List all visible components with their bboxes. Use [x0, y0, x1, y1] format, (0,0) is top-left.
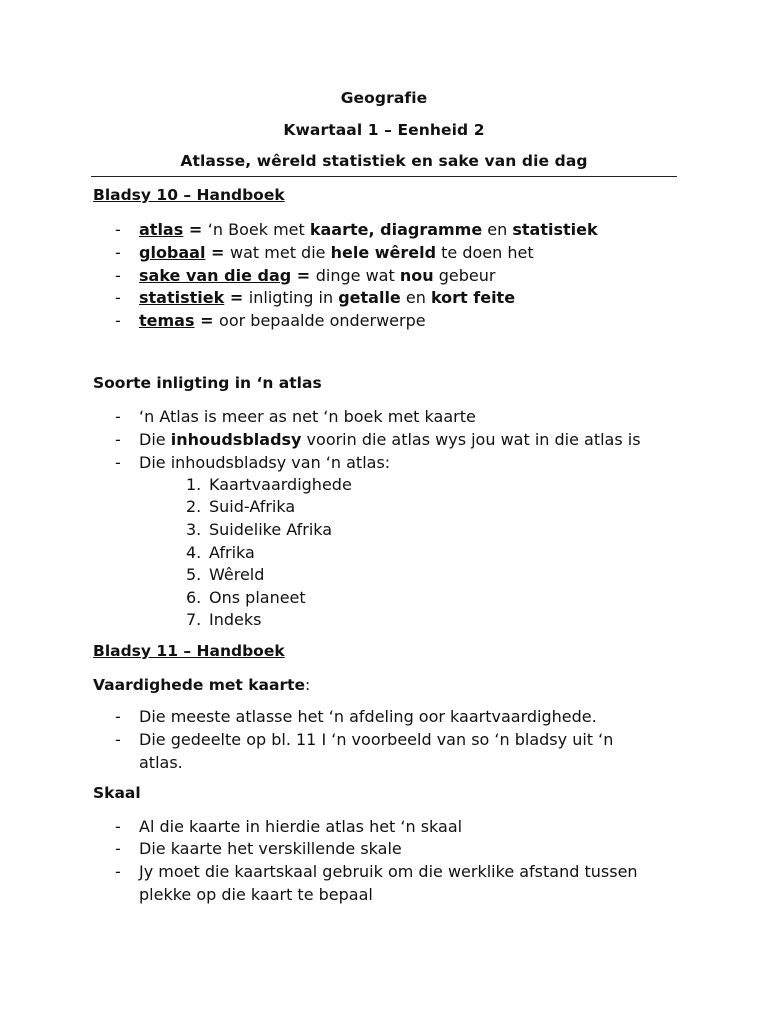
section-heading-atlas-info: Soorte inligting in ‘n atlas — [93, 374, 322, 392]
definition-term: atlas — [139, 220, 184, 239]
definition-term: globaal — [139, 243, 206, 262]
contents-list-item: 1. Kaartvaardighede — [186, 475, 352, 494]
section-heading-page-11: Bladsy 11 – Handboek — [93, 642, 285, 660]
contents-list-item: 3. Suidelike Afrika — [186, 520, 333, 539]
contents-list-item: 5. Wêreld — [186, 565, 265, 584]
subheading-scale: Skaal — [93, 784, 141, 802]
document-page: Geografie Kwartaal 1 – Eenheid 2 Atlasse, wêreld statistiek en sake van die dag Bladsy 10 – Handboek - atlas = ‘n Boek met kaarte, diagramme en statistiek - globaal = wat met die hele wêreld te doen het - sake van die dag = dinge wat nou gebeur - statistiek = inligting in getalle en kort feite - temas = oor bepaalde onderwerpe Soorte inligting in ‘n atlas - ‘n Atlas is meer as net ‘n boek met kaarte - Die inhoudsbladsy voorin die atlas wys jou wat in die atlas is - Die inhoudsbladsy van ‘n atlas: 1. Kaartvaardighede 2. Suid-Afrika 3. Suidelike Afrika 4. Afrika 5. Wêreld 6. Ons planeet 7. Indeks Bladsy 11 – Handboek Vaardighede met kaarte: - Die meeste atlasse het ‘n afdeling oor kaartvaardighede. - Die gedeelte op bl. 11 I ‘n voorbeeld van so ‘n bladsy uit ‘n atlas. Skaal - Al die kaarte in hierdie atlas het ‘n skaal - Die kaarte het verskillende skale - Jy moet die kaartskaal gebruik om die werklike afstand tussen plekke op die kaart te bepaal — [0, 0, 768, 1024]
contents-list-item: 2. Suid-Afrika — [186, 497, 296, 516]
title-divider — [91, 176, 677, 177]
definition-term: statistiek — [139, 288, 225, 307]
subheading-map-skills: Vaardighede met kaarte: — [93, 676, 311, 694]
document-subtitle: Kwartaal 1 – Eenheid 2 — [283, 121, 485, 139]
contents-list-item: 6. Ons planeet — [186, 588, 306, 607]
definition-term: sake van die dag — [139, 266, 292, 285]
contents-list-item: 7. Indeks — [186, 610, 262, 629]
definition-term: temas — [139, 311, 195, 330]
section-heading-page-10: Bladsy 10 – Handboek — [93, 186, 285, 204]
document-topic: Atlasse, wêreld statistiek en sake van die dag — [180, 152, 588, 170]
contents-list-item: 4. Afrika — [186, 543, 255, 562]
document-title: Geografie — [340, 89, 428, 107]
